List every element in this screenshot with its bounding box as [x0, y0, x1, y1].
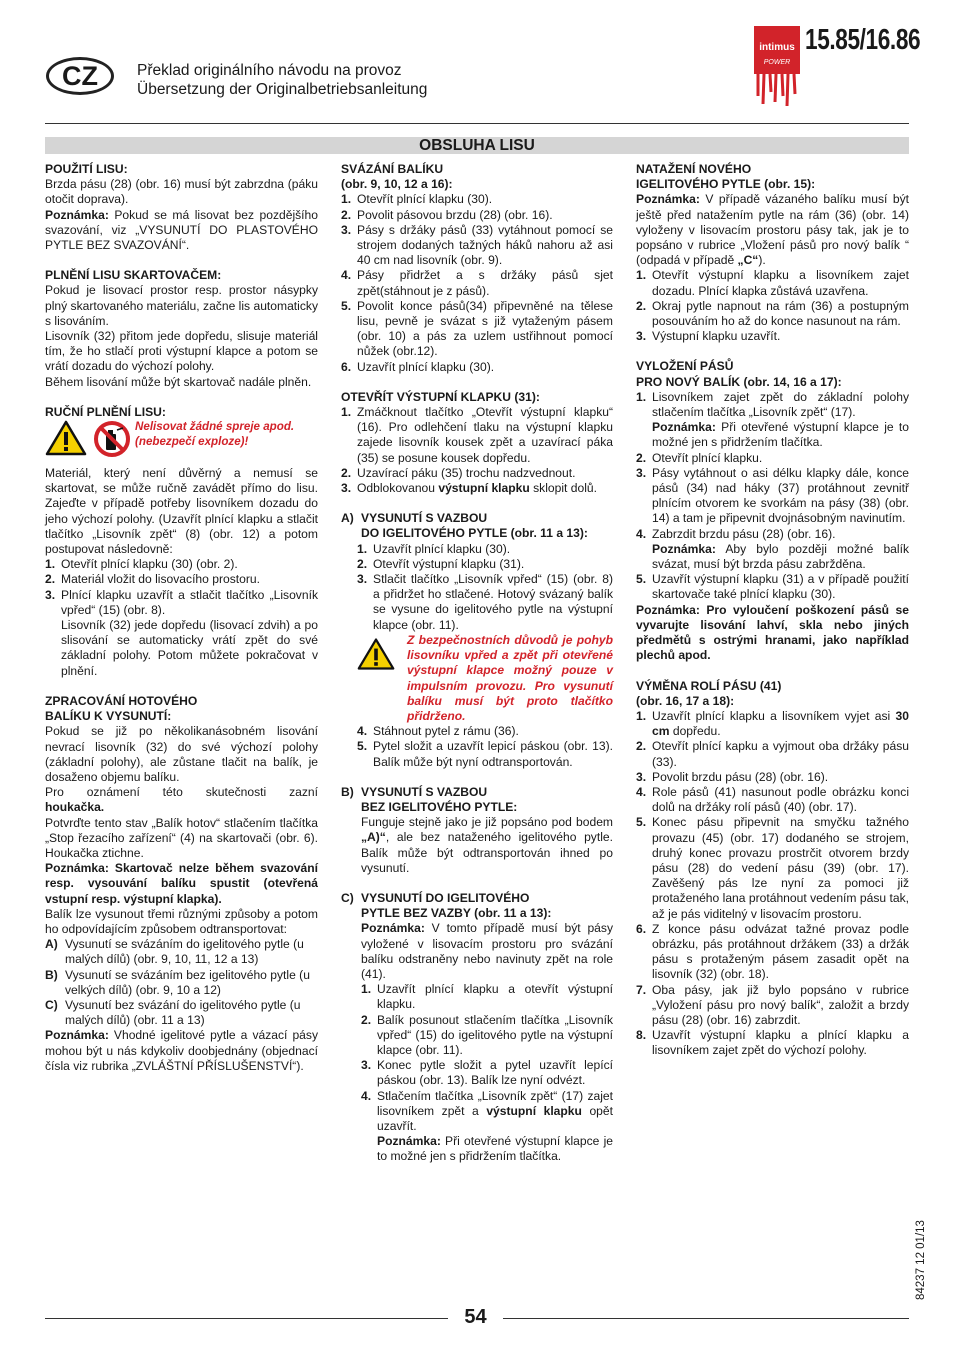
list-item: 3. Konec pytle složit a pytel uzavřít lepící páskou (obr. 13). Balík lze nyní odvézt. — [361, 1058, 613, 1088]
list-item: 1. Lisovníkem zajet zpět do základní polohy stlačením tlačítka „Lisovník zpět“ (17). — [636, 389, 909, 420]
list-item: 1. Uzavřít plnící klapku a lisovníkem vyjet asi 30 cm dopředu. — [636, 708, 909, 739]
warning-block — [357, 633, 613, 724]
paragraph: Poznámka: V případě vázaného balíku musí být ještě před natažením pytle na rám (36) (obr. 14) vyloženy v lisovacím prostoru pásy tak, jak je to popsáno v rubrice „Vložení pásů pro nový balík “ (odpadá v případě „C“). — [636, 192, 909, 268]
document-id: 84237 12 01/13 — [915, 1220, 927, 1300]
subheading: B) VYSUNUTÍ S VAZBOU BEZ IGELITOVÉHO PYTLE: — [341, 784, 518, 814]
paragraph: Poznámka: V tomto případě musí být pásy vyložené v lisovacím prostoru pro svázání balíku odstraněny nebo navinuty zpět na role (41). — [361, 921, 613, 981]
list-item: 3. Stlačit tlačítko „Lisovník vpřed“ (15) (obr. 8) a přidržet ho stlačené. Hotový svázaný balík se vysune do igelitového pytle na výstupní klapce (obr. 11). — [357, 572, 613, 632]
language-badge — [46, 57, 114, 95]
paragraph: Brzda pásu (28) (obr. 16) musí být zabrzdna (páku otočit doprava). — [45, 177, 318, 207]
header-divider — [45, 123, 909, 124]
list-item: 1. Otevřít plnící klapku (30) (obr. 2). — [45, 557, 238, 572]
note-label: Poznámka: — [45, 207, 109, 222]
heading: PLNĚNÍ LISU SKARTOVAČEM: — [45, 268, 222, 283]
heading: (obr. 16, 17 a 18): — [636, 693, 735, 708]
paragraph: Pokud je lisovací prostor resp. prostor násypky plný skartovaného materiálu, začne lis automaticky s lisováním. — [45, 283, 318, 328]
list-item: 2. Uzavírací páku (35) trochu nadzvednout. — [341, 465, 576, 480]
list-item: 1. Otevřít výstupní klapku a lisovníkem zajet dozadu. Plnící klapka zůstává uzavřena. — [636, 268, 909, 298]
list-item: 1. Uzavřít plnící klapku a otevřít výstupní klapku. — [361, 982, 613, 1012]
paragraph: Potvrďte tento stav „Balík hotov“ stlačením tlačítka „Stop řezacího zařízení“ (4) na skartovači (obr. 6). Houkačka ztichne. — [45, 815, 318, 860]
list-item: 2. Otevřít plnící klapku. — [636, 450, 763, 465]
header-subtitle — [137, 61, 427, 99]
section-title: OBSLUHA LISU — [419, 137, 535, 154]
list-item: 2. Materiál vložit do lisovacího prostoru. — [45, 572, 260, 587]
warning-triangle-icon — [357, 637, 395, 671]
list-item: 2. Balík posunout stlačením tlačítka „Lisovník vpřed“ (15) do igelitového pytle na výstupní klapce (obr. 11). — [361, 1012, 613, 1057]
note-bold: Poznámka: Pro vyloučení poškození pásů se vyvarujte lisování lahví, skla nebo jiných předmětů s ostrými hranami, jako například plechů apod. — [636, 602, 909, 663]
heading: VYLOŽENÍ PÁSŮ — [636, 359, 734, 374]
paragraph — [45, 208, 318, 254]
list-item: 1. Otevřít plnící klapku (30). — [341, 192, 493, 207]
heading: BALÍKU K VYSUNUTÍ: — [45, 709, 172, 724]
heading: OTEVŘÍT VÝSTUPNÍ KLAPKU (31): — [341, 389, 540, 404]
list-item: 3. Výstupní klapku uzavřít. — [636, 329, 781, 344]
heading: ZPRACOVÁNÍ HOTOVÉHO — [45, 693, 198, 708]
note: Poznámka: Při otevřené výstupní klapce je to možné jen s přidržením tlačítka. — [377, 1134, 613, 1164]
list-item: 6. Z konce pásu odvázat tažné provaz podle obrázku, pás protáhnout držákem (33) a držák pásu s protaženým pásem zasadit opět na lisovník (32) (obr. 18). — [636, 921, 909, 982]
paragraph: Balík lze vysunout třemi různými způsoby a potom ho odpovídajícím způsobem odtransportovat: — [45, 906, 318, 936]
heading: VÝMĚNA ROLÍ PÁSU (41) — [636, 678, 782, 693]
paragraph: Pokud se již po několikanásobném lisování nevrací lisovník (32) do své výchozí polohy (základní polohy), ale zůstane tlačit na balík, je dosaženo objemu balíku. — [45, 724, 318, 784]
list-item: 3. Plnící klapku uzavřít a stlačit tlačítko „Lisovník vpřed“ (15) (obr. 8). — [45, 587, 318, 617]
brand-sub: POWER — [763, 59, 791, 66]
list-item: 4. Zabrzdit brzdu pásu (28) (obr. 16). — [636, 526, 836, 541]
list-item: 1. Uzavřít plnící klapku (30). — [357, 541, 511, 556]
heading: SVÁZÁNÍ BALÍKU — [341, 162, 444, 176]
list-item: 5. Konec pásu připevnit na smyčku tažného provazu (45) (obr. 17) dodaného se strojem, druhý konec provazu prostrčit otvorem brzdy pásu (28) do vedení pásu (39) (obr. 17). Zavěšený pás lze nyní za pomoci již protaženého lana protáhnout vedením pásu tak, až je pás viditelný v lisovacím prostoru. — [636, 815, 909, 921]
column-2 — [341, 162, 613, 1165]
note: Poznámka: Aby bylo později možné balík svázat, musí být brzda pásu zabržděna. — [652, 541, 909, 572]
list-item: 3. Pásy vytáhnout o asi délku klapky dále, konce pásů (34) nad háky (37) protáhnout zevnitř plnícím otvorem ke svorkám na pásy (38) (obr. 14) a tam je připevnit dvojnásobným navinutím. — [636, 465, 909, 526]
heading: RUČNÍ PLNĚNÍ LISU: — [45, 404, 166, 419]
paragraph: Lisovník (32) jede dopředu (lisovací zdvih) a po slisování se automaticky vrátí zpět do své základní polohy. Potom můžete pokračovat v plnění. — [61, 618, 318, 678]
list-item: 5. Uzavřít výstupní klapku (31) a v případě použití skartovače také plnící klapku (30). — [636, 572, 909, 602]
heading: PRO NOVÝ BALÍK (obr. 14, 16 a 17): — [636, 374, 842, 389]
brand-name: intimus — [759, 42, 795, 53]
list-item: 4. Role pásů (41) nasunout podle obrázku konci dolů na držáky rolí pásů (40) (obr. 17). — [636, 784, 909, 815]
heading: NATAŽENÍ NOVÉHO — [636, 162, 752, 176]
column-1 — [45, 162, 318, 1074]
intimus-logo — [754, 26, 800, 106]
paragraph: Poznámka: Vhodné igelitové pytle a vázací pásy mohou být u nás kdykoliv doobjednány (objednací čísla viz rubrika „ZVLÁŠTNÍ PŘÍSLUŠENSTVÍ“). — [45, 1028, 318, 1073]
header-line-2: Übersetzung der Originalbetriebsanleitung — [137, 81, 428, 98]
option-item: A) Vysunutí se svázáním do igelitového pytle (u malých dílů) (obr. 9, 10, 11, 12 a 13) — [45, 937, 304, 967]
heading: IGELITOVÉHO PYTLE (obr. 15): — [636, 177, 816, 192]
list-item: 2. Povolit pásovou brzdu (28) (obr. 16). — [341, 207, 553, 222]
note-text: Pokud se má lisovat bez pozdějšího svazování, viz „VYSUNUTÍ DO PLASTOVÉHO PYTLE BEZ SVAZOVÁNÍ“. — [45, 207, 318, 253]
list-item: 5. Povolit konce pásů(34) připevněné na tělese lisu, pevně je svázat s již vytaženým pásem (obr. 10) a pás za uzlem ustřihnout pomocí nůžek (obr.12). — [341, 298, 613, 359]
list-item: 2. Otevřít výstupní klapku (31). — [357, 556, 525, 571]
list-item: 4. Pásy přidržet a s držáky pásů sjet zpět(stáhnout je z pásů). — [341, 268, 613, 298]
list-item: 2. Okraj pytle napnout na rám (36) a postupným posouváním ho až do konce nasunout na rám. — [636, 298, 909, 329]
list-item: 7. Oba pásy, jak již bylo popsáno v rubrice „Vyložení pásu pro nový balík“, založit a brzdy pásu (28) (obr. 16) zabrzdit. — [636, 982, 909, 1027]
page-number: 54 — [464, 1306, 487, 1328]
paragraph: Pro oznámení této skutečnosti zazní — [45, 785, 318, 800]
subheading: A) VYSUNUTÍ S VAZBOU DO IGELITOVÉHO PYTLE (obr. 11 a 13): — [341, 511, 588, 541]
note-bold: Poznámka: Skartovač nelze během svazování resp. vysouvání balíku spustit (otevřená vstupní resp. výstupní klapka). — [45, 861, 318, 906]
list-item: 3. Pásy s držáky pásů (33) vytáhnout pomocí se strojem dodaných tažných háků nahoru až asi 40 cm nad lisovník (obr. 9). — [341, 222, 613, 268]
list-item: 3. Odblokovanou výstupní klapku sklopit dolů. — [341, 481, 597, 496]
language-code: CZ — [62, 60, 98, 91]
subheading: C) VYSUNUTÍ DO IGELITOVÉHO PYTLE BEZ VAZBY (obr. 11 a 13): — [341, 890, 552, 921]
list-item: 8. Uzavřít výstupní klapku a plnící klapku a lisovníkem zajet zpět do výchozí polohy. — [636, 1028, 909, 1058]
header-line-1: Překlad originálního návodu na provoz — [137, 62, 402, 79]
warning-triangle-icon — [45, 420, 87, 456]
paragraph: Materiál, který není důvěrný a nemusí se skartovat, se může ručně zavádět přímo do lisu. Zajeďte v případě potřeby lisovníkem dozadu do jeho výchozí polohy. (Uzavřít plnící klapku a stlačit tlačítko „Lisovník zpět“ (8) (obr. 12) a potom postupovat následovně: — [45, 466, 318, 557]
heading: (obr. 9, 10, 12 a 16): — [341, 177, 453, 192]
heading: POUŽITÍ LISU: — [45, 162, 128, 176]
column-3 — [636, 162, 909, 1059]
no-spray-icon — [93, 420, 131, 458]
paragraph-bold: houkačka. — [45, 800, 105, 815]
option-item: C) Vysunutí bez svázání do igelitového pytle (u malých dílů) (obr. 11 a 13) — [45, 997, 301, 1028]
list-item: 3. Povolit brzdu pásu (28) (obr. 16). — [636, 769, 829, 784]
paragraph: Lisovník (32) přitom jede dopředu, slisuje materiál tím, že ho stlačí proti výstupní klapce a potom se vrátí dozadu do výchozí polohy. — [45, 329, 318, 374]
list-item: 1. Zmáčknout tlačítko „Otevřít výstupní klapku“ (16). Pro odlehčení tlaku na výstupní klapku zajede lisovník kousek zpět a uzavírací páka (35) se posune kousek dopředu. — [341, 405, 613, 465]
list-item: 6. Uzavřít plnící klapku (30). — [341, 359, 495, 374]
paragraph: Funguje stejně jako je již popsáno pod bodem „A)“, ale bez nataženého igelitového pytle. Balík může být odtransportován ihned po vysunutí. — [361, 815, 613, 875]
list-item: 5. Pytel složit a uzavřít lepicí páskou (obr. 13). Balík může být nyní odtransportován. — [357, 739, 613, 769]
list-item: 2. Otevřít plnící kapku a vyjmout oba držáky pásu (33). — [636, 739, 909, 769]
paragraph: Během lisování může být skartovač nadále plněn. — [45, 374, 312, 389]
warning-text: Nelisovat žádné spreje apod. (nebezpečí exploze)! — [135, 420, 295, 448]
warning-text: Z bezpečnostních důvodů je pohyb lisovníku vpřed a zpět při otevřené výstupní klapce možný pouze v impulsním provozu. Pro vysunutí balíku musí být proto tlačítko přidrženo. — [407, 632, 613, 723]
list-item: 4. Stáhnout pytel z rámu (36). — [357, 724, 519, 739]
footer-divider-left — [45, 1318, 448, 1319]
warning-block — [45, 420, 318, 458]
model-number: 15.85/16.86 — [805, 24, 921, 56]
option-item: B) Vysunutí se svázáním bez igelitového pytle (u velkých dílů) (obr. 9, 10 a 12) — [45, 967, 310, 997]
footer-divider-right — [503, 1318, 909, 1319]
list-item: 4. Stlačením tlačítka „Lisovník zpět“ (17) zajet lisovníkem zpět a výstupní klapku opět uzavřít. — [361, 1088, 613, 1133]
note: Poznámka: Při otevřené výstupní klapce je to možné jen s přidržením tlačítka. — [652, 420, 909, 450]
